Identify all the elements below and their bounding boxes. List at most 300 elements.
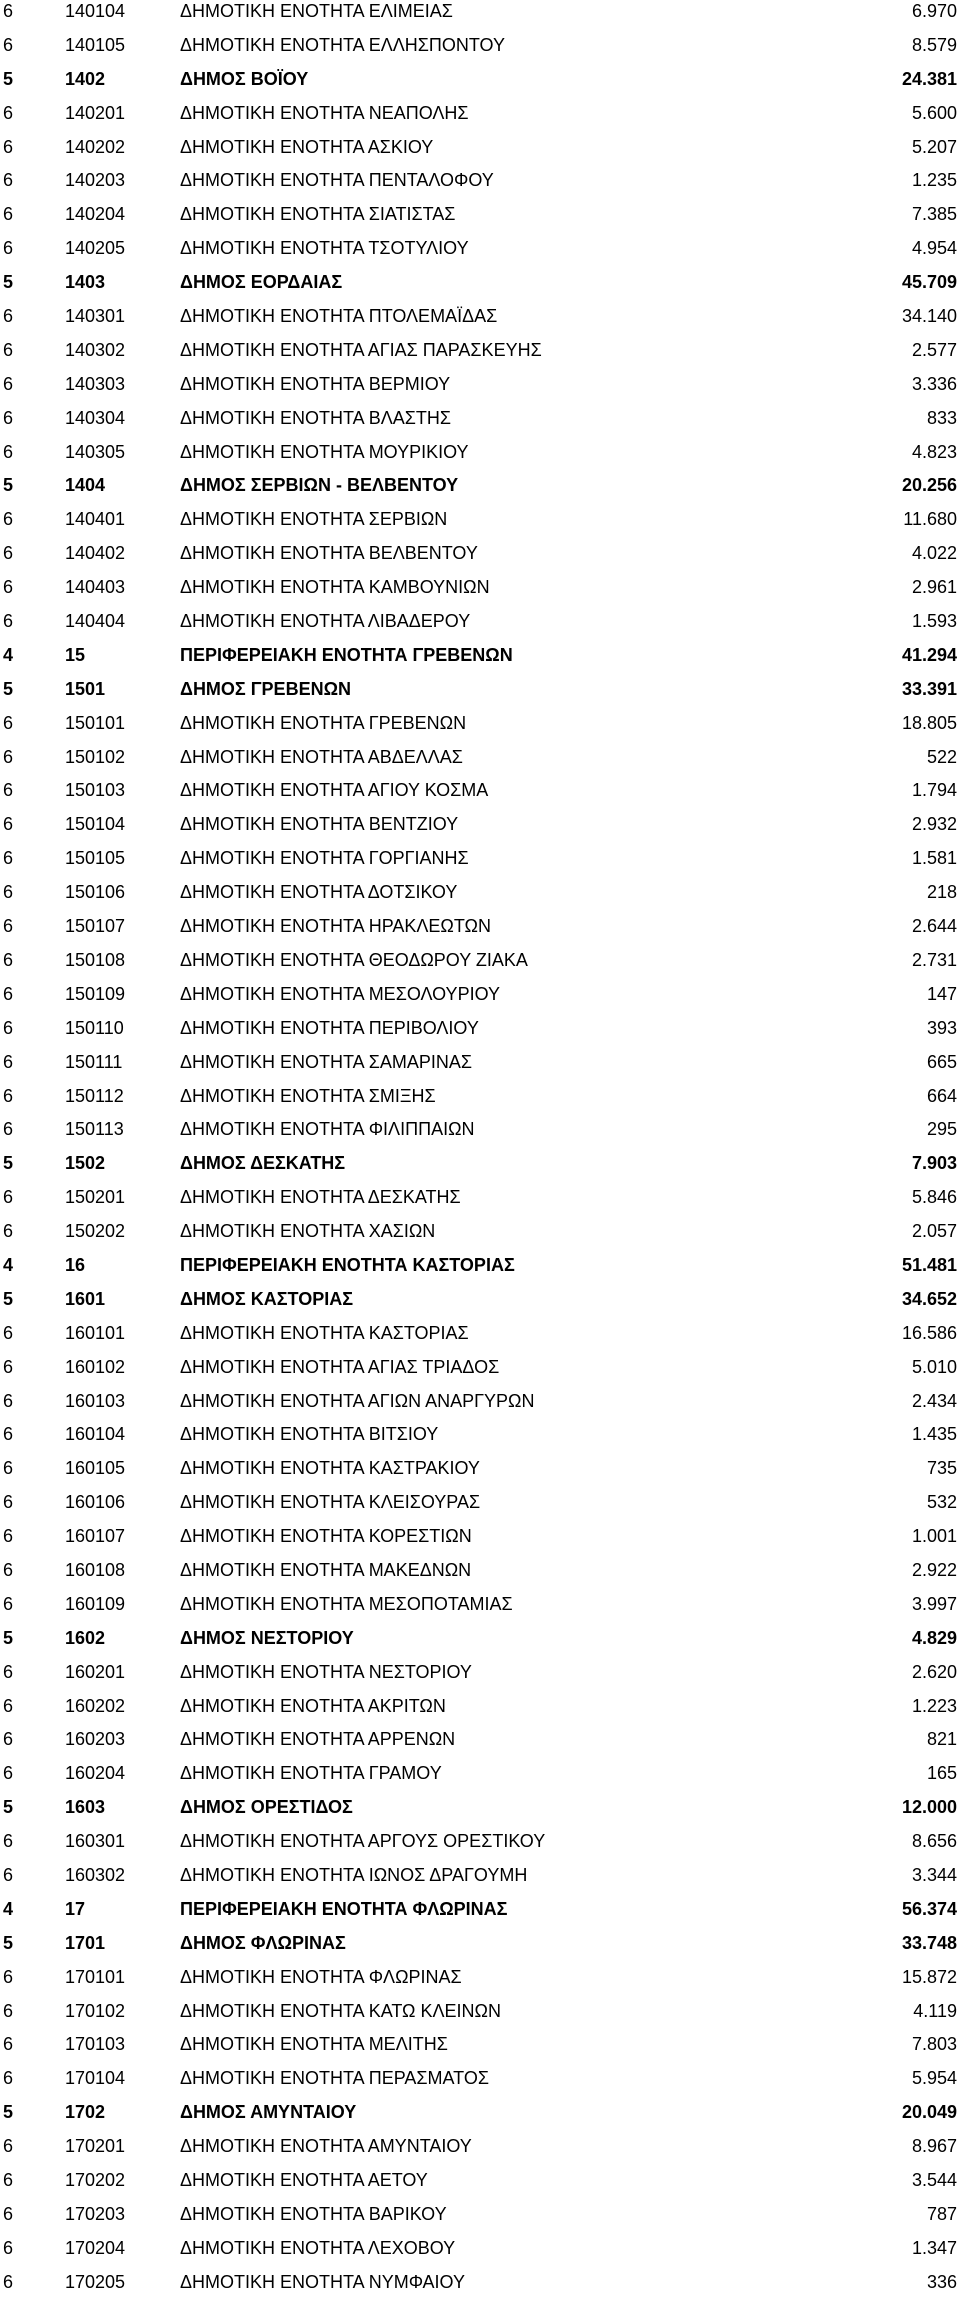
population-cell: 1.593 (911, 611, 957, 632)
population-cell: 5.600 (911, 102, 957, 123)
table-row (0, 2237, 960, 2271)
name-cell: ΔΗΜΟΣ ΚΑΣΤΟΡΙΑΣ (180, 1288, 354, 1309)
population-cell: 1.581 (911, 848, 957, 869)
code-cell: 140302 (65, 339, 126, 360)
table-row (0, 1932, 960, 1966)
population-cell: 1.435 (911, 1424, 957, 1445)
code-cell: 1701 (65, 1932, 106, 1953)
name-cell: ΔΗΜΟΤΙΚΗ ΕΝΟΤΗΤΑ ΙΩΝΟΣ ΔΡΑΓΟΥΜΗ (180, 1864, 528, 1885)
population-cell: 4.954 (911, 238, 957, 259)
code-cell: 150106 (65, 882, 126, 903)
name-cell: ΔΗΜΟΤΙΚΗ ΕΝΟΤΗΤΑ ΑΓΙΑΣ ΤΡΙΑΔΟΣ (180, 1356, 500, 1377)
level-cell: 6 (3, 983, 14, 1004)
population-cell: 4.119 (913, 2000, 957, 2021)
code-cell: 1501 (65, 678, 106, 699)
population-cell: 2.620 (911, 1661, 957, 1682)
code-cell: 1602 (65, 1627, 106, 1648)
table-row (0, 0, 960, 34)
table-row (0, 2067, 960, 2101)
table-row (0, 1728, 960, 1762)
code-cell: 1601 (65, 1288, 106, 1309)
population-cell: 3.997 (911, 1593, 957, 1614)
level-cell: 6 (3, 2034, 14, 2055)
code-cell: 150103 (65, 780, 126, 801)
table-row (0, 610, 960, 644)
table-row (0, 1085, 960, 1119)
population-cell: 2.577 (911, 339, 957, 360)
code-cell: 170205 (65, 2271, 126, 2292)
table-row (0, 136, 960, 170)
table-row (0, 1661, 960, 1695)
population-cell: 735 (926, 1458, 957, 1479)
level-cell: 6 (3, 136, 14, 157)
level-cell: 6 (3, 1593, 14, 1614)
code-cell: 170204 (65, 2237, 126, 2258)
level-cell: 5 (3, 272, 14, 293)
name-cell: ΠΕΡΙΦΕΡΕΙΑΚΗ ΕΝΟΤΗΤΑ ΦΛΩΡΙΝΑΣ (180, 1898, 508, 1919)
code-cell: 170201 (65, 2136, 126, 2157)
table-row (0, 1627, 960, 1661)
code-cell: 15 (65, 644, 86, 665)
level-cell: 6 (3, 238, 14, 259)
population-cell: 1.223 (911, 1695, 957, 1716)
population-cell: 33.391 (901, 678, 957, 699)
table-row (0, 1966, 960, 2000)
name-cell: ΔΗΜΟΤΙΚΗ ΕΝΟΤΗΤΑ ΜΕΣΟΠΟΤΑΜΙΑΣ (180, 1593, 513, 1614)
table-row (0, 1356, 960, 1390)
level-cell: 6 (3, 441, 14, 462)
level-cell: 6 (3, 1729, 14, 1750)
population-cell: 5.846 (911, 1187, 957, 1208)
level-cell: 6 (3, 1221, 14, 1242)
name-cell: ΔΗΜΟΤΙΚΗ ΕΝΟΤΗΤΑ ΝΥΜΦΑΙΟΥ (180, 2271, 465, 2292)
code-cell: 1702 (65, 2102, 106, 2123)
population-cell: 8.967 (911, 2136, 957, 2157)
population-cell: 2.434 (911, 1390, 957, 1411)
level-cell: 6 (3, 339, 14, 360)
code-cell: 150110 (65, 1017, 124, 1038)
code-cell: 140204 (65, 204, 126, 225)
level-cell: 6 (3, 1, 14, 21)
code-cell: 160103 (65, 1390, 126, 1411)
table-row (0, 1864, 960, 1898)
population-cell: 522 (926, 746, 957, 767)
name-cell: ΠΕΡΙΦΕΡΕΙΑΚΗ ΕΝΟΤΗΤΑ ΚΑΣΤΟΡΙΑΣ (180, 1254, 515, 1275)
table-row (0, 1457, 960, 1491)
name-cell: ΔΗΜΟΤΙΚΗ ΕΝΟΤΗΤΑ ΒΙΤΣΙΟΥ (180, 1424, 439, 1445)
population-cell: 4.022 (911, 543, 957, 564)
population-cell: 336 (926, 2271, 957, 2292)
table-row (0, 644, 960, 678)
code-cell: 150109 (65, 983, 126, 1004)
population-cell: 56.374 (901, 1898, 957, 1919)
level-cell: 4 (3, 1898, 14, 1919)
population-cell: 45.709 (901, 272, 957, 293)
table-row (0, 813, 960, 847)
population-cell: 6.970 (911, 1, 957, 21)
name-cell: ΔΗΜΟΣ ΔΕΣΚΑΤΗΣ (180, 1153, 346, 1174)
code-cell: 150101 (65, 712, 126, 733)
population-cell: 1.347 (911, 2237, 957, 2258)
level-cell: 6 (3, 1492, 14, 1513)
level-cell: 5 (3, 1797, 14, 1818)
level-cell: 6 (3, 1966, 14, 1987)
code-cell: 160202 (65, 1695, 126, 1716)
level-cell: 6 (3, 1695, 14, 1716)
name-cell: ΔΗΜΟΤΙΚΗ ΕΝΟΤΗΤΑ ΠΕΝΤΑΛΟΦΟΥ (180, 170, 494, 191)
population-cell: 821 (926, 1729, 957, 1750)
level-cell: 6 (3, 1085, 14, 1106)
table-row (0, 305, 960, 339)
table-row (0, 2203, 960, 2237)
population-cell: 3.336 (911, 373, 957, 394)
table-row (0, 2169, 960, 2203)
code-cell: 1402 (65, 68, 106, 89)
code-cell: 140305 (65, 441, 126, 462)
table-row (0, 576, 960, 610)
code-cell: 160106 (65, 1492, 126, 1513)
population-cell: 1.794 (911, 780, 957, 801)
population-cell: 8.579 (911, 34, 957, 55)
level-cell: 6 (3, 577, 14, 598)
code-cell: 160301 (65, 1831, 126, 1852)
level-cell: 6 (3, 1864, 14, 1885)
name-cell: ΔΗΜΟΤΙΚΗ ΕΝΟΤΗΤΑ ΣΕΡΒΙΩΝ (180, 509, 448, 530)
table-row (0, 779, 960, 813)
table-row (0, 34, 960, 68)
population-cell: 33.748 (901, 1932, 957, 1953)
table-row (0, 1254, 960, 1288)
name-cell: ΔΗΜΟΤΙΚΗ ΕΝΟΤΗΤΑ ΚΑΜΒΟΥΝΙΩΝ (180, 577, 490, 598)
name-cell: ΔΗΜΟΤΙΚΗ ΕΝΟΤΗΤΑ ΓΡΕΒΕΝΩΝ (180, 712, 467, 733)
code-cell: 140202 (65, 136, 126, 157)
table-row (0, 881, 960, 915)
name-cell: ΔΗΜΟΤΙΚΗ ΕΝΟΤΗΤΑ ΒΛΑΣΤΗΣ (180, 407, 451, 428)
level-cell: 6 (3, 509, 14, 530)
code-cell: 150201 (65, 1187, 126, 1208)
population-cell: 15.872 (901, 1966, 957, 1987)
level-cell: 5 (3, 2102, 14, 2123)
table-row (0, 1017, 960, 1051)
table-row (0, 373, 960, 407)
name-cell: ΔΗΜΟΣ ΦΛΩΡΙΝΑΣ (180, 1932, 346, 1953)
code-cell: 160101 (65, 1322, 126, 1343)
table-row (0, 1220, 960, 1254)
name-cell: ΔΗΜΟΤΙΚΗ ΕΝΟΤΗΤΑ ΜΕΣΟΛΟΥΡΙΟΥ (180, 983, 501, 1004)
name-cell: ΔΗΜΟΤΙΚΗ ΕΝΟΤΗΤΑ ΦΛΩΡΙΝΑΣ (180, 1966, 462, 1987)
code-cell: 140303 (65, 373, 126, 394)
table-row (0, 441, 960, 475)
table-row (0, 1118, 960, 1152)
level-cell: 6 (3, 1831, 14, 1852)
table-row (0, 169, 960, 203)
level-cell: 6 (3, 848, 14, 869)
level-cell: 4 (3, 1254, 14, 1275)
population-cell: 4.829 (911, 1627, 957, 1648)
code-cell: 160204 (65, 1763, 126, 1784)
table-row (0, 1491, 960, 1525)
code-cell: 1404 (65, 475, 106, 496)
level-cell: 6 (3, 814, 14, 835)
name-cell: ΔΗΜΟΤΙΚΗ ΕΝΟΤΗΤΑ ΔΟΤΣΙΚΟΥ (180, 882, 458, 903)
population-cell: 34.652 (901, 1288, 957, 1309)
table-row (0, 1322, 960, 1356)
table-row (0, 1390, 960, 1424)
table-row (0, 474, 960, 508)
name-cell: ΔΗΜΟΤΙΚΗ ΕΝΟΤΗΤΑ ΦΙΛΙΠΠΑΙΩΝ (180, 1119, 475, 1140)
code-cell: 1403 (65, 272, 106, 293)
population-cell: 2.644 (911, 916, 957, 937)
name-cell: ΔΗΜΟΤΙΚΗ ΕΝΟΤΗΤΑ ΠΕΡΑΣΜΑΤΟΣ (180, 2068, 489, 2089)
level-cell: 6 (3, 2271, 14, 2292)
name-cell: ΠΕΡΙΦΕΡΕΙΑΚΗ ΕΝΟΤΗΤΑ ΓΡΕΒΕΝΩΝ (180, 644, 513, 665)
code-cell: 150112 (65, 1085, 124, 1106)
code-cell: 1603 (65, 1797, 106, 1818)
code-cell: 160105 (65, 1458, 126, 1479)
level-cell: 6 (3, 1119, 14, 1140)
table-row (0, 678, 960, 712)
table-row (0, 2033, 960, 2067)
population-cell: 2.922 (911, 1559, 957, 1580)
population-cell: 41.294 (901, 644, 957, 665)
level-cell: 6 (3, 1526, 14, 1547)
table-row (0, 983, 960, 1017)
level-cell: 6 (3, 2068, 14, 2089)
code-cell: 160201 (65, 1661, 126, 1682)
name-cell: ΔΗΜΟΤΙΚΗ ΕΝΟΤΗΤΑ ΑΕΤΟΥ (180, 2170, 428, 2190)
table-row (0, 1186, 960, 1220)
level-cell: 5 (3, 678, 14, 699)
table-row (0, 1525, 960, 1559)
population-cell: 833 (926, 407, 957, 428)
table-row (0, 2271, 960, 2305)
level-cell: 5 (3, 1627, 14, 1648)
name-cell: ΔΗΜΟΤΙΚΗ ΕΝΟΤΗΤΑ ΜΟΥΡΙΚΙΟΥ (180, 441, 469, 462)
name-cell: ΔΗΜΟΤΙΚΗ ΕΝΟΤΗΤΑ ΛΕΧΟΒΟΥ (180, 2237, 456, 2258)
population-cell: 7.903 (911, 1153, 957, 1174)
table-row (0, 746, 960, 780)
name-cell: ΔΗΜΟΤΙΚΗ ΕΝΟΤΗΤΑ ΑΣΚΙΟΥ (180, 136, 434, 157)
name-cell: ΔΗΜΟΤΙΚΗ ΕΝΟΤΗΤΑ ΚΑΣΤΡΑΚΙΟΥ (180, 1458, 480, 1479)
level-cell: 6 (3, 1322, 14, 1343)
name-cell: ΔΗΜΟΤΙΚΗ ΕΝΟΤΗΤΑ ΤΣΟΤΥΛΙΟΥ (180, 238, 469, 259)
name-cell: ΔΗΜΟΤΙΚΗ ΕΝΟΤΗΤΑ ΣΙΑΤΙΣΤΑΣ (180, 204, 456, 225)
population-cell: 12.000 (901, 1797, 957, 1818)
code-cell: 160102 (65, 1356, 126, 1377)
name-cell: ΔΗΜΟΤΙΚΗ ΕΝΟΤΗΤΑ ΣΑΜΑΡΙΝΑΣ (180, 1051, 472, 1072)
level-cell: 6 (3, 1458, 14, 1479)
population-cell: 2.057 (911, 1221, 957, 1242)
level-cell: 6 (3, 1356, 14, 1377)
name-cell: ΔΗΜΟΤΙΚΗ ΕΝΟΤΗΤΑ ΑΓΙΑΣ ΠΑΡΑΣΚΕΥΗΣ (180, 339, 542, 360)
population-cell: 2.932 (911, 814, 957, 835)
name-cell: ΔΗΜΟΤΙΚΗ ΕΝΟΤΗΤΑ ΘΕΟΔΩΡΟΥ ΖΙΑΚΑ (180, 949, 528, 970)
level-cell: 5 (3, 475, 14, 496)
population-cell: 787 (926, 2203, 957, 2224)
code-cell: 140404 (65, 611, 126, 632)
name-cell: ΔΗΜΟΣ ΝΕΣΤΟΡΙΟΥ (180, 1627, 354, 1648)
name-cell: ΔΗΜΟΤΙΚΗ ΕΝΟΤΗΤΑ ΓΟΡΓΙΑΝΗΣ (180, 848, 469, 869)
table-row (0, 68, 960, 102)
name-cell: ΔΗΜΟΤΙΚΗ ΕΝΟΤΗΤΑ ΕΛΛΗΣΠΟΝΤΟΥ (180, 34, 505, 55)
level-cell: 6 (3, 2203, 14, 2224)
population-cell: 3.544 (911, 2170, 957, 2190)
code-cell: 150108 (65, 949, 126, 970)
population-cell: 7.803 (911, 2034, 957, 2055)
level-cell: 6 (3, 204, 14, 225)
level-cell: 6 (3, 407, 14, 428)
name-cell: ΔΗΜΟΣ ΕΟΡΔΑΙΑΣ (180, 272, 343, 293)
name-cell: ΔΗΜΟΤΙΚΗ ΕΝΟΤΗΤΑ ΕΛΙΜΕΙΑΣ (180, 1, 453, 21)
level-cell: 6 (3, 34, 14, 55)
name-cell: ΔΗΜΟΤΙΚΗ ΕΝΟΤΗΤΑ ΑΓΙΩΝ ΑΝΑΡΓΥΡΩΝ (180, 1390, 535, 1411)
population-cell: 2.961 (911, 577, 957, 598)
name-cell: ΔΗΜΟΤΙΚΗ ΕΝΟΤΗΤΑ ΜΑΚΕΔΝΩΝ (180, 1559, 472, 1580)
level-cell: 6 (3, 373, 14, 394)
population-cell: 20.256 (901, 475, 957, 496)
name-cell: ΔΗΜΟΤΙΚΗ ΕΝΟΤΗΤΑ ΧΑΣΙΩΝ (180, 1221, 436, 1242)
code-cell: 140402 (65, 543, 126, 564)
code-cell: 17 (65, 1898, 86, 1919)
population-cell: 18.805 (901, 712, 957, 733)
table-row (0, 271, 960, 305)
population-cell: 1.001 (911, 1526, 957, 1547)
name-cell: ΔΗΜΟΤΙΚΗ ΕΝΟΤΗΤΑ ΚΟΡΕΣΤΙΩΝ (180, 1526, 472, 1547)
population-cell: 11.680 (903, 509, 957, 530)
population-cell: 5.010 (911, 1356, 957, 1377)
level-cell: 6 (3, 2237, 14, 2258)
level-cell: 6 (3, 1559, 14, 1580)
table-row (0, 1796, 960, 1830)
code-cell: 170103 (65, 2034, 126, 2055)
code-cell: 140105 (65, 34, 126, 55)
level-cell: 6 (3, 1051, 14, 1072)
population-cell: 16.586 (901, 1322, 957, 1343)
name-cell: ΔΗΜΟΤΙΚΗ ΕΝΟΤΗΤΑ ΛΙΒΑΔΕΡΟΥ (180, 611, 471, 632)
population-cell: 2.731 (911, 949, 957, 970)
level-cell: 6 (3, 1424, 14, 1445)
table-row (0, 2101, 960, 2135)
table-row (0, 1695, 960, 1729)
code-cell: 160203 (65, 1729, 126, 1750)
code-cell: 140304 (65, 407, 126, 428)
level-cell: 6 (3, 1763, 14, 1784)
population-cell: 665 (926, 1051, 957, 1072)
table-row (0, 542, 960, 576)
population-cell: 165 (926, 1763, 957, 1784)
population-cell: 5.207 (911, 136, 957, 157)
code-cell: 1502 (65, 1153, 106, 1174)
name-cell: ΔΗΜΟΤΙΚΗ ΕΝΟΤΗΤΑ ΑΚΡΙΤΩΝ (180, 1695, 446, 1716)
name-cell: ΔΗΜΟΤΙΚΗ ΕΝΟΤΗΤΑ ΚΛΕΙΣΟΥΡΑΣ (180, 1492, 481, 1513)
table-row (0, 1593, 960, 1627)
name-cell: ΔΗΜΟΤΙΚΗ ΕΝΟΤΗΤΑ ΚΑΤΩ ΚΛΕΙΝΩΝ (180, 2000, 501, 2021)
population-cell: 24.381 (901, 68, 957, 89)
population-cell: 393 (926, 1017, 957, 1038)
code-cell: 170203 (65, 2203, 126, 2224)
name-cell: ΔΗΜΟΤΙΚΗ ΕΝΟΤΗΤΑ ΠΕΡΙΒΟΛΙΟΥ (180, 1017, 479, 1038)
population-cell: 147 (926, 983, 957, 1004)
population-cell: 51.481 (901, 1254, 957, 1275)
name-cell: ΔΗΜΟΤΙΚΗ ΕΝΟΤΗΤΑ ΑΒΔΕΛΛΑΣ (180, 746, 463, 767)
level-cell: 6 (3, 746, 14, 767)
table-row (0, 1762, 960, 1796)
code-cell: 150113 (65, 1119, 124, 1140)
level-cell: 6 (3, 306, 14, 327)
level-cell: 6 (3, 949, 14, 970)
code-cell: 150102 (65, 746, 126, 767)
level-cell: 6 (3, 1017, 14, 1038)
name-cell: ΔΗΜΟΣ ΒΟΪΟΥ (180, 68, 309, 89)
code-cell: 170202 (65, 2170, 126, 2190)
level-cell: 6 (3, 882, 14, 903)
table-row (0, 712, 960, 746)
code-cell: 170102 (65, 2000, 126, 2021)
level-cell: 6 (3, 2136, 14, 2157)
code-cell: 170104 (65, 2068, 126, 2089)
population-cell: 664 (926, 1085, 957, 1106)
name-cell: ΔΗΜΟΤΙΚΗ ΕΝΟΤΗΤΑ ΑΡΡΕΝΩΝ (180, 1729, 456, 1750)
table-row (0, 237, 960, 271)
code-cell: 150104 (65, 814, 126, 835)
name-cell: ΔΗΜΟΣ ΣΕΡΒΙΩΝ - ΒΕΛΒΕΝΤΟΥ (180, 475, 459, 496)
table-row (0, 1559, 960, 1593)
name-cell: ΔΗΜΟΤΙΚΗ ΕΝΟΤΗΤΑ ΑΓΙΟΥ ΚΟΣΜΑ (180, 780, 489, 801)
table-row (0, 1898, 960, 1932)
code-cell: 140104 (65, 1, 126, 21)
name-cell: ΔΗΜΟΣ ΟΡΕΣΤΙΔΟΣ (180, 1797, 353, 1818)
table-row (0, 1051, 960, 1085)
name-cell: ΔΗΜΟΤΙΚΗ ΕΝΟΤΗΤΑ ΔΕΣΚΑΤΗΣ (180, 1187, 461, 1208)
code-cell: 160107 (65, 1526, 126, 1547)
table-row (0, 1423, 960, 1457)
name-cell: ΔΗΜΟΤΙΚΗ ΕΝΟΤΗΤΑ ΗΡΑΚΛΕΩΤΩΝ (180, 916, 491, 937)
table-row (0, 915, 960, 949)
level-cell: 6 (3, 1390, 14, 1411)
name-cell: ΔΗΜΟΤΙΚΗ ΕΝΟΤΗΤΑ ΝΕΑΠΟΛΗΣ (180, 102, 469, 123)
level-cell: 4 (3, 644, 14, 665)
code-cell: 160108 (65, 1559, 126, 1580)
table-row (0, 102, 960, 136)
population-cell: 5.954 (911, 2068, 957, 2089)
table-row (0, 407, 960, 441)
code-cell: 140201 (65, 102, 126, 123)
code-cell: 160302 (65, 1864, 126, 1885)
code-cell: 150105 (65, 848, 126, 869)
code-cell: 150202 (65, 1221, 126, 1242)
name-cell: ΔΗΜΟΣ ΓΡΕΒΕΝΩΝ (180, 678, 351, 699)
population-cell: 4.823 (911, 441, 957, 462)
table-row (0, 508, 960, 542)
code-cell: 160109 (65, 1593, 126, 1614)
code-cell: 160104 (65, 1424, 126, 1445)
code-cell: 16 (65, 1254, 86, 1275)
table-row (0, 203, 960, 237)
table-row (0, 2135, 960, 2169)
table-row (0, 2000, 960, 2034)
name-cell: ΔΗΜΟΤΙΚΗ ΕΝΟΤΗΤΑ ΓΡΑΜΟΥ (180, 1763, 442, 1784)
level-cell: 6 (3, 1661, 14, 1682)
level-cell: 6 (3, 102, 14, 123)
population-cell: 34.140 (901, 306, 957, 327)
population-cell: 295 (926, 1119, 957, 1140)
level-cell: 6 (3, 611, 14, 632)
level-cell: 6 (3, 780, 14, 801)
level-cell: 5 (3, 68, 14, 89)
population-cell: 218 (926, 882, 957, 903)
name-cell: ΔΗΜΟΤΙΚΗ ΕΝΟΤΗΤΑ ΝΕΣΤΟΡΙΟΥ (180, 1661, 472, 1682)
code-cell: 140401 (65, 509, 126, 530)
